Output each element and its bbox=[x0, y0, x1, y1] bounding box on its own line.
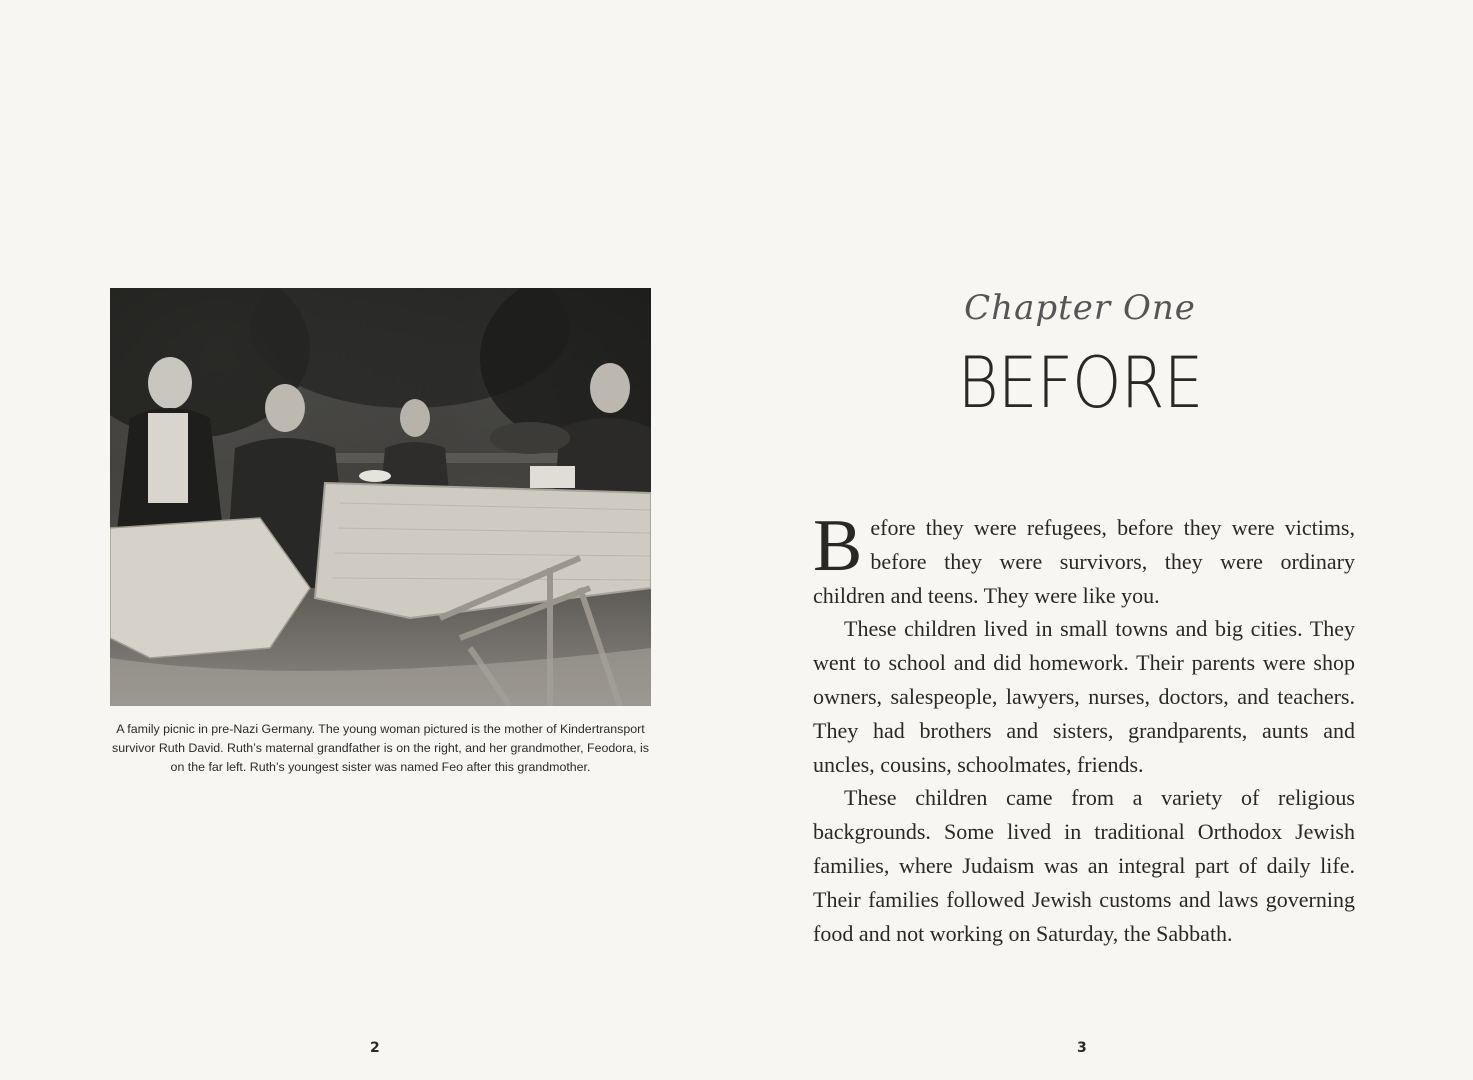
caption-text: A family picnic in pre-Nazi Germany. The young woman pictured is the mother of Kindertransport survivor Ruth David. Ruth’s maternal grandfather is on the right, and her grandmother, Feodora, is on the far left. Ruth’s youngest sister was named Feo after this grandmother. bbox=[112, 722, 649, 774]
drop-cap: B bbox=[813, 505, 863, 587]
paragraph-3: These children came from a variety of religious backgrounds. Some lived in traditional Orthodox Jewish families, where Judaism was an integral part of daily life. Their families followed Jewish customs and laws governing food and not working on Saturday, the Sabbath. bbox=[813, 785, 1355, 946]
chapter-body bbox=[813, 505, 1355, 950]
page-number-left: 2 bbox=[370, 1040, 380, 1056]
family-picnic-photo bbox=[110, 288, 651, 706]
chapter-title: BEFORE bbox=[957, 342, 1203, 424]
photo-caption bbox=[110, 720, 651, 777]
paragraph-1-text: efore they were refugees, before they were victims, before they were survivors, they were ordinary children and teens. They were like you. bbox=[813, 515, 1355, 608]
page-number-right: 3 bbox=[1077, 1040, 1087, 1056]
paragraph-2: These children lived in small towns and big cities. They went to school and did homework. Their parents were shop owners, salespeople, lawyers, nurses, doctors, and teachers. They had brothers and sisters, grandparents, aunts and uncles, cousins, schoolmates, friends. bbox=[813, 616, 1355, 777]
paragraph-1 bbox=[813, 505, 1355, 612]
family-picnic-photo-image bbox=[110, 288, 651, 706]
chapter-label: Chapter One bbox=[964, 288, 1196, 328]
